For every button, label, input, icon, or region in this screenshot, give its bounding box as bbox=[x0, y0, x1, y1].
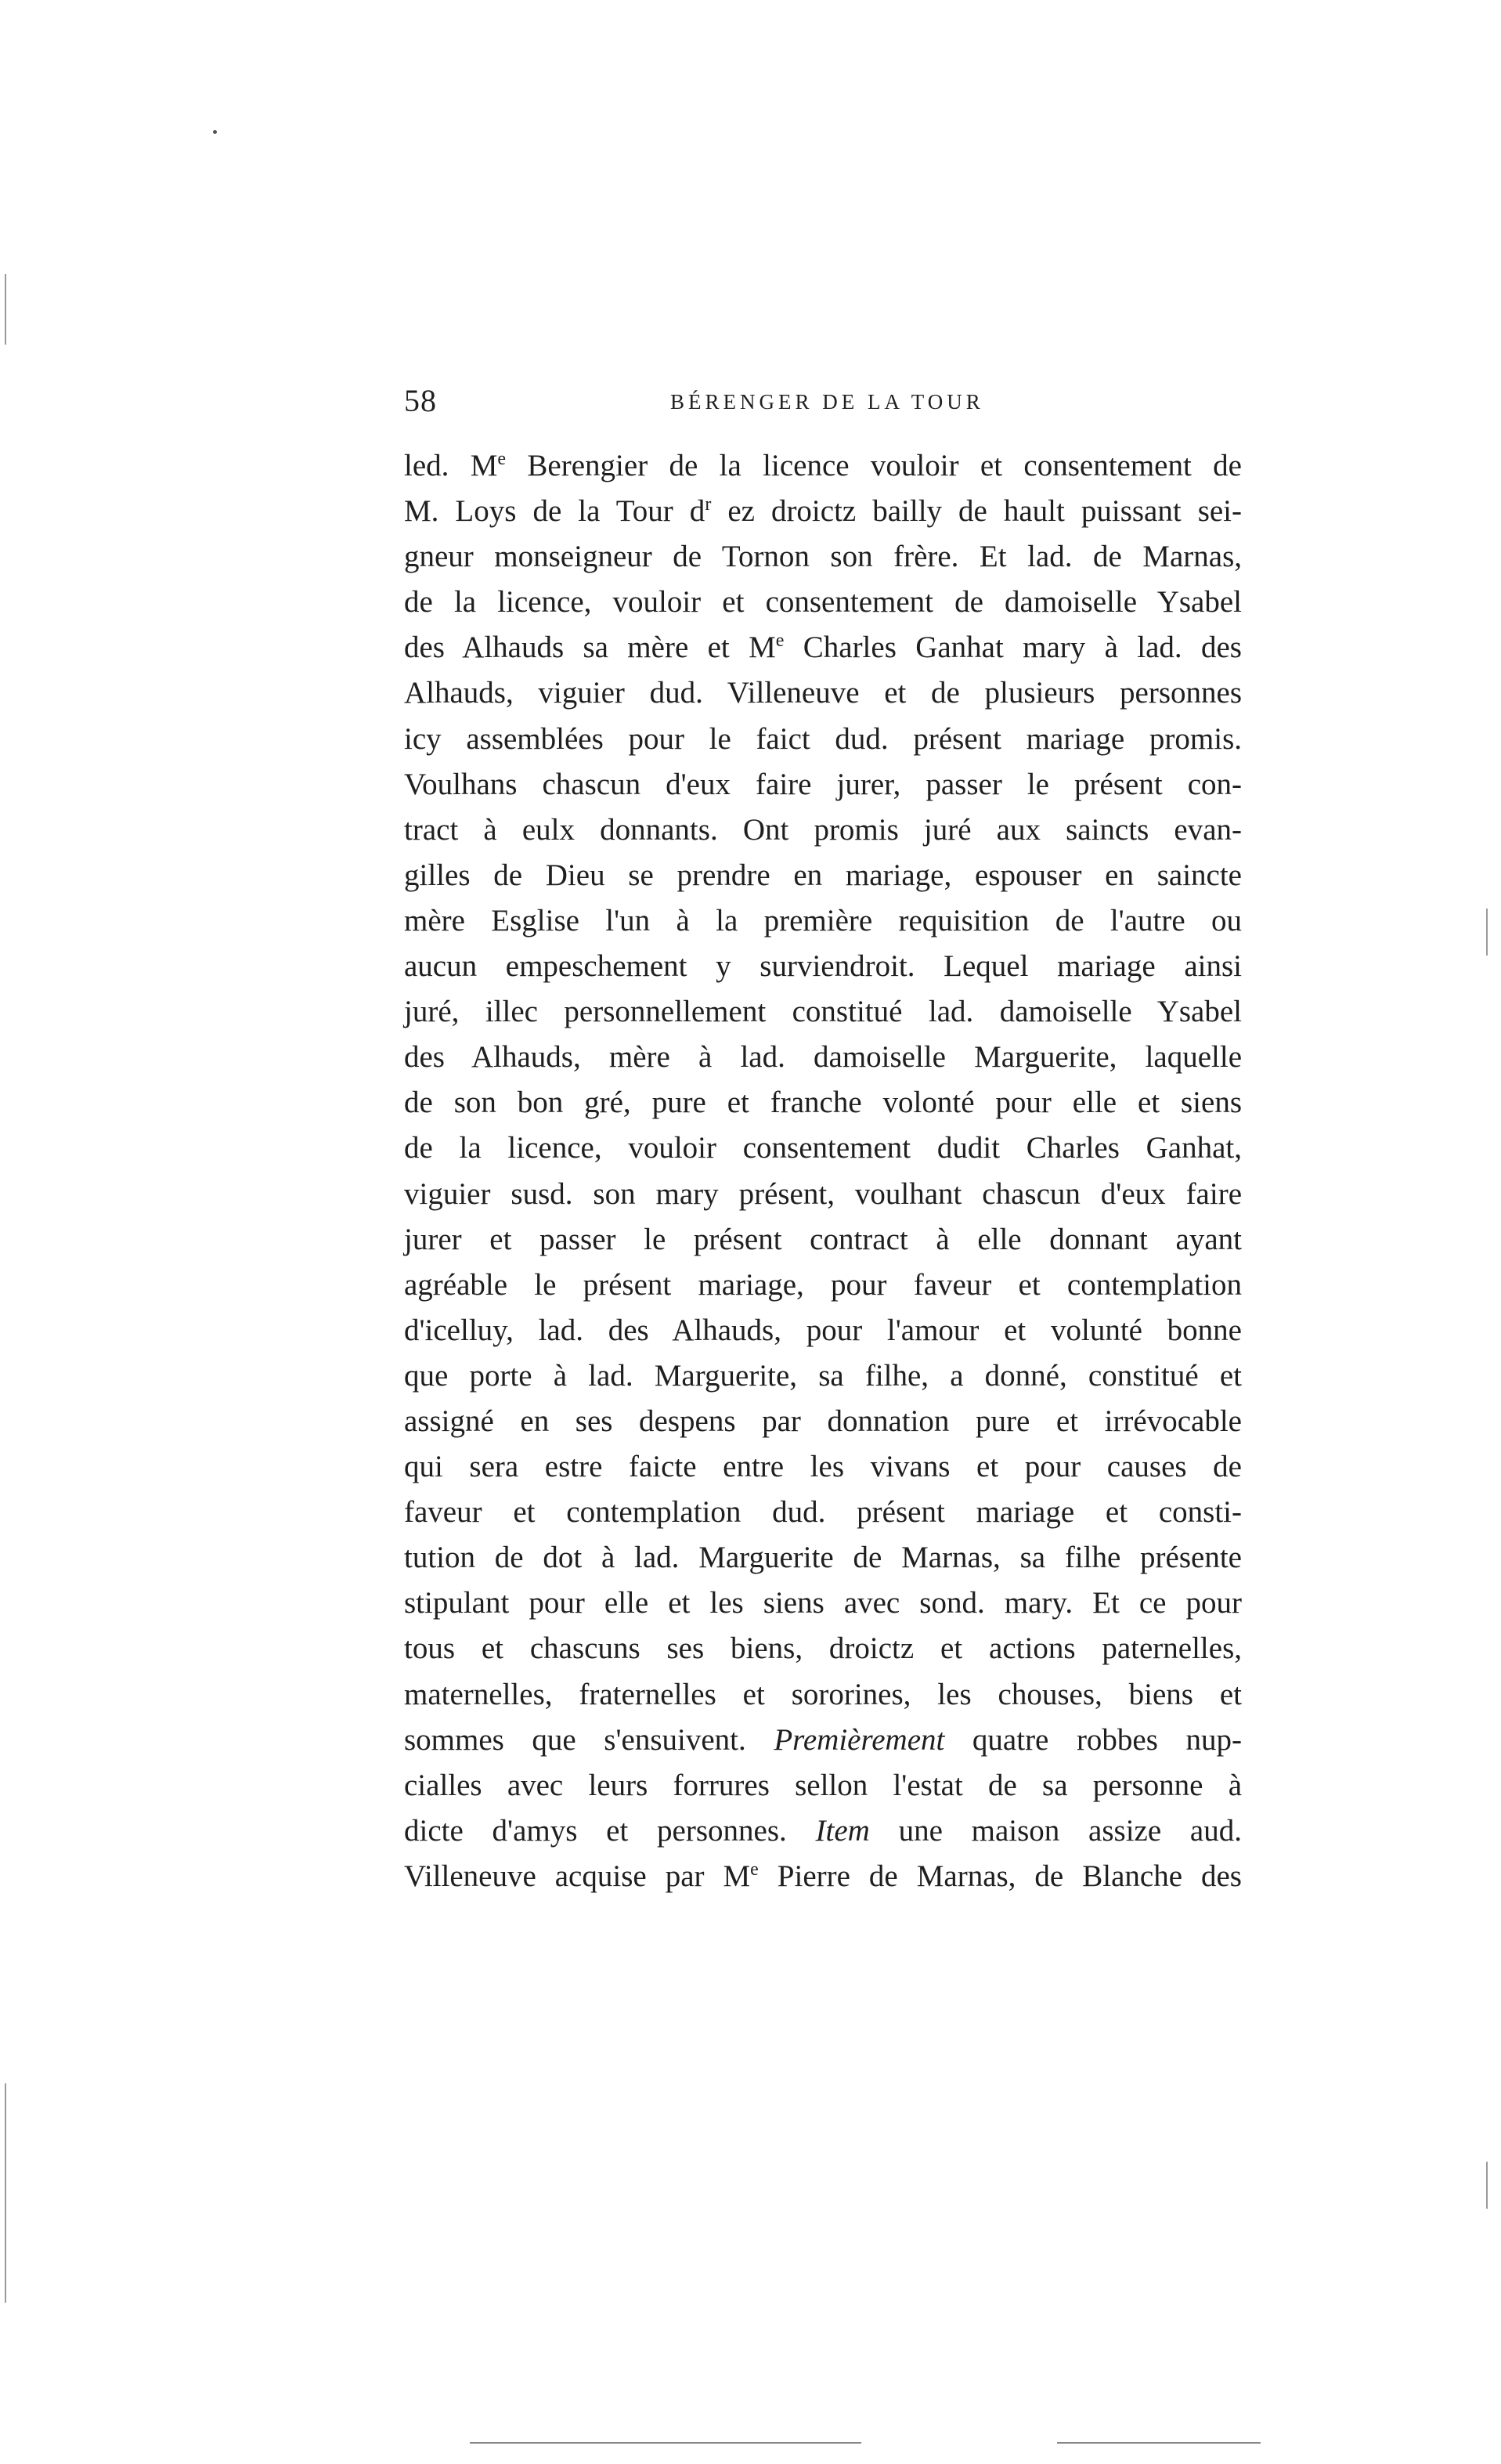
text-line bbox=[404, 1308, 1242, 1353]
superscript: e bbox=[497, 449, 507, 469]
text-run: gneur monseigneur de Tornon son frère. Et lad. de Marnas, bbox=[404, 540, 1242, 574]
text-run: assigné en ses despens par donnation pure et irrévocable bbox=[404, 1404, 1242, 1438]
text-run: Charles Ganhat mary à lad. des bbox=[784, 630, 1242, 665]
scan-bottom-rule bbox=[470, 2442, 861, 2444]
text-run: M. Loys de la Tour d bbox=[404, 494, 705, 529]
text-line bbox=[404, 489, 1242, 534]
text-line bbox=[404, 1718, 1242, 1763]
text-line bbox=[404, 1125, 1242, 1171]
text-line bbox=[404, 898, 1242, 944]
text-line bbox=[404, 1581, 1242, 1626]
text-run: quatre robbes nup- bbox=[944, 1722, 1242, 1757]
text-line bbox=[404, 534, 1242, 580]
text-run: dicte d'amys et personnes. bbox=[404, 1813, 816, 1848]
text-line bbox=[404, 1353, 1242, 1399]
running-title: BÉRENGER DE LA TOUR bbox=[670, 390, 984, 414]
italic-text: Premièrement bbox=[774, 1722, 945, 1757]
text-run: de la licence, vouloir consentement dudit Charles Ganhat, bbox=[404, 1131, 1242, 1165]
text-line bbox=[404, 1535, 1242, 1581]
text-line bbox=[404, 762, 1242, 807]
text-line bbox=[404, 443, 1242, 489]
text-run: stipulant pour elle et les siens avec sond. mary. Et ce pour bbox=[404, 1586, 1242, 1620]
text-run: une maison assize aud. bbox=[869, 1813, 1242, 1848]
scan-bottom-rule bbox=[1057, 2442, 1261, 2444]
text-run: Voulhans chascun d'eux faire jurer, passer le présent con- bbox=[404, 767, 1242, 801]
text-line bbox=[404, 625, 1242, 670]
scan-edge-mark bbox=[1486, 909, 1488, 956]
text-run: Berengier de la licence vouloir et consentement de bbox=[506, 449, 1242, 482]
text-run: mère Esglise l'un à la première requisition de l'autre ou bbox=[404, 903, 1242, 938]
text-line bbox=[404, 1217, 1242, 1263]
text-line bbox=[404, 1490, 1242, 1535]
text-run: agréable le présent mariage, pour faveur et contemplation bbox=[404, 1267, 1242, 1302]
text-run: icy assemblées pour le faict dud. présent mariage promis. bbox=[404, 721, 1242, 756]
text-line bbox=[404, 1080, 1242, 1125]
ink-speck bbox=[213, 130, 217, 134]
text-line bbox=[404, 944, 1242, 989]
text-run: des Alhauds sa mère et M bbox=[404, 630, 776, 665]
text-run: cialles avec leurs forrures sellon l'estat de sa personne à bbox=[404, 1768, 1242, 1802]
text-line bbox=[404, 1626, 1242, 1671]
text-line bbox=[404, 580, 1242, 625]
text-run: ez droictz bailly de hault puissant sei- bbox=[711, 494, 1243, 529]
text-run: Villeneuve acquise par M bbox=[404, 1859, 751, 1893]
text-run: faveur et contemplation dud. présent mariage et consti- bbox=[404, 1495, 1242, 1530]
text-run: des Alhauds, mère à lad. damoiselle Marguerite, laquelle bbox=[404, 1040, 1242, 1075]
text-run: sommes que s'ensuivent. bbox=[404, 1722, 774, 1757]
text-line bbox=[404, 1399, 1242, 1444]
text-run: d'icelluy, lad. des Alhauds, pour l'amour et volunté bonne bbox=[404, 1313, 1242, 1347]
text-line bbox=[404, 807, 1242, 853]
superscript: e bbox=[775, 630, 785, 652]
text-line bbox=[404, 717, 1242, 762]
text-run: gilles de Dieu se prendre en mariage, espouser en saincte bbox=[404, 858, 1242, 892]
page-number: 58 bbox=[404, 383, 437, 418]
scan-edge-mark bbox=[1486, 2162, 1488, 2209]
scan-edge-mark bbox=[5, 274, 6, 345]
text-line bbox=[404, 1763, 1242, 1808]
text-line bbox=[404, 1444, 1242, 1490]
text-line bbox=[404, 1854, 1242, 1899]
italic-text: Item bbox=[815, 1813, 870, 1848]
text-run: Pierre de Marnas, de Blanche des bbox=[758, 1859, 1242, 1893]
superscript: e bbox=[750, 1859, 759, 1880]
text-line bbox=[404, 989, 1242, 1035]
superscript: r bbox=[705, 494, 712, 515]
text-line bbox=[404, 1035, 1242, 1080]
text-run: qui sera estre faicte entre les vivans et pour causes de bbox=[404, 1450, 1242, 1484]
text-line bbox=[404, 1808, 1242, 1854]
text-run: de la licence, vouloir et consentement de damoiselle Ysabel bbox=[404, 585, 1242, 620]
text-line bbox=[404, 853, 1242, 898]
text-run: juré, illec personnellement constitué lad. damoiselle Ysabel bbox=[404, 995, 1242, 1029]
text-run: tous et chascuns ses biens, droictz et actions paternelles, bbox=[404, 1631, 1242, 1666]
scan-edge-mark bbox=[5, 2083, 6, 2303]
text-run: aucun empeschement y surviendroit. Lequel mariage ainsi bbox=[404, 949, 1242, 984]
text-run: de son bon gré, pure et franche volonté pour elle et siens bbox=[404, 1086, 1242, 1120]
text-run: que porte à lad. Marguerite, sa filhe, a donné, constitué et bbox=[404, 1358, 1242, 1393]
body-text bbox=[404, 443, 1242, 1899]
running-head bbox=[404, 382, 1242, 421]
text-line bbox=[404, 1672, 1242, 1718]
text-run: led. M bbox=[404, 449, 498, 482]
text-run: Alhauds, viguier dud. Villeneuve et de plusieurs personnes bbox=[404, 676, 1242, 710]
text-line bbox=[404, 1263, 1242, 1308]
text-run: viguier susd. son mary présent, voulhant chascun d'eux faire bbox=[404, 1176, 1242, 1211]
text-line bbox=[404, 1172, 1242, 1217]
text-run: tution de dot à lad. Marguerite de Marnas, sa filhe présente bbox=[404, 1541, 1242, 1575]
text-run: jurer et passer le présent contract à elle donnant ayant bbox=[404, 1222, 1242, 1256]
text-run: tract à eulx donnants. Ont promis juré aux saincts evan- bbox=[404, 812, 1242, 847]
text-line bbox=[404, 670, 1242, 716]
text-run: maternelles, fraternelles et sororines, les chouses, biens et bbox=[404, 1677, 1242, 1711]
